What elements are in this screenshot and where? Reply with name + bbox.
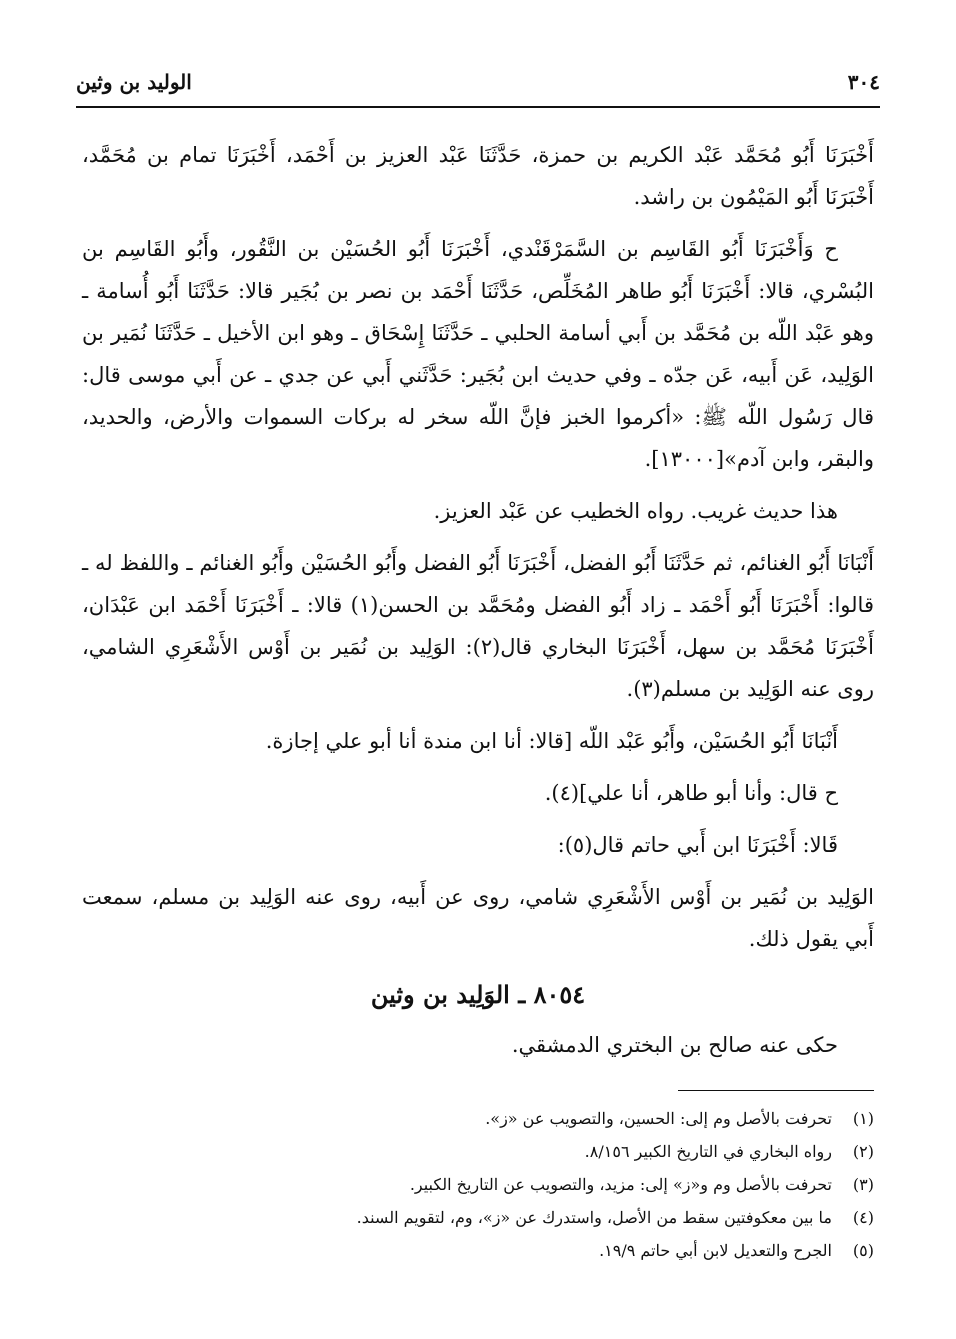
entry-title: ٨٠٥٤ ـ الوَلِيد بن وثين: [370, 980, 586, 1009]
footnote-number: (٤): [852, 1208, 874, 1227]
paragraph-1: أَخْبَرَنَا أَبُو مُحَمَّد عَبْد الكريم بن حمزة، حَدَّثَنَا عَبْد العزيز بن أَحْمَد، أَخْبَرَنَا تمام بن مُحَمَّد، أَخْبَرَنَا أَبُو المَيْمُون بن راشد.: [82, 143, 874, 209]
footnote-rule: [678, 1090, 874, 1091]
paragraph-8: الوَلِيد بن نُمَير بن أَوْس الأَشْعَرِي شامي، روى عن أَبيه، روى عنه الوَلِيد بن مسلم، سمعت أَبي يقول ذلك.: [82, 885, 874, 951]
footnote-number: (٥): [852, 1241, 874, 1260]
entry-text: حكى عنه صالح بن البختري الدمشقي.: [511, 1033, 838, 1057]
page-header: [76, 62, 880, 102]
footnote-text: ما بين معكوفتين سقط من الأصل، واستدرك عن «ز»، وم، لتقويم السند.: [356, 1208, 832, 1227]
paragraph-2: ح وَأَخْبَرَنَا أَبُو القَاسِم بن السَّمَرْقَنْدي، أَخْبَرَنَا أَبُو الحُسَيْن بن النَّقُور، وأَبُو القَاسِم بن البُسْري، قالا: أَخْبَرَنَا أَبُو طاهر المُخَلِّص، حَدَّثَنَا أَحْمَد بن نصر بن بُجَير قالا: حَدَّثَنَا أَبُو أُسامة ـ وهو عَبْد اللّه بن مُحَمَّد بن أَبي أسامة الحلبي ـ حَدَّثَنَا إِسْحَاق ـ وهو ابن الأخيل ـ حَدَّثَنَا نُمَير بن الوَلِيد، عَن أَبيه، عَن جدّه ـ وفي حديث ابن بُجَير: حَدَّثَني أَبي عن جدي ـ عن أَبي موسى قال: قال رَسُول اللّه ﷺ: «أكرموا الخبز فإنَّ اللّه سخر له بركات السموات والأرض، والحديد، والبقر، وابن آدم»[١٣٠٠٠].: [82, 237, 874, 471]
footnote-item: [82, 1135, 874, 1168]
footnote-item: [82, 1234, 874, 1267]
paragraph-4: أَنْبَانَا أَبُو الغنائم، ثم حَدَّثَنَا أَبُو الفضل، أَخْبَرَنَا أَبُو الفضل وأَبُو الحُسَيْن وأَبُو الغنائم ـ واللفظ له ـ قالوا: أَخْبَرَنَا أَبُو أَحْمَد ـ زاد أَبُو الفضل ومُحَمَّد بن الحسن(١) قالا: ـ أَخْبَرَنَا أَحْمَد ابن عَبْدَان، أَخْبَرَنَا مُحَمَّد بن سهل، أَخْبَرَنَا البخاري قال(٢): الوَلِيد بن نُمَير بن أَوْس الأَشْعَرِي الشامي، روى عنه الوَلِيد بن مسلم(٣).: [82, 551, 874, 701]
footnote-item: [82, 1102, 874, 1135]
footnote-text: الجرح والتعديل لابن أبي حاتم ١٩/٩.: [599, 1241, 832, 1260]
running-title: الوليد بن وثين: [76, 70, 192, 94]
paragraph-7: قَالا: أَخْبَرَنَا ابن أَبي حاتم قال(٥):: [557, 833, 838, 857]
footnote-text: تحرفت بالأصل وم إلى: الحسين، والتصويب عن «ز».: [485, 1109, 832, 1128]
page-number: ٣٠٤: [847, 70, 880, 94]
footnote-number: (١): [852, 1109, 874, 1128]
footnote-text: رواه البخاري في التاريخ الكبير ٨/١٥٦.: [584, 1142, 832, 1161]
footnote-item: [82, 1168, 874, 1201]
header-rule: [76, 106, 880, 108]
paragraph-6: ح قال: وأنا أبو طاهر، أنا علي](٤).: [544, 781, 838, 805]
footnotes: [82, 1102, 874, 1267]
footnote-number: (٢): [852, 1142, 874, 1161]
paragraph-5: أَنْبَانَا أَبُو الحُسَيْن، وأَبُو عَبْد اللّه [قالا: أنا ابن مندة أنا أبو علي إجازة.: [265, 729, 838, 753]
footnote-text: تحرفت بالأصل وم و«ز» إلى: مزيد، والتصويب عن التاريخ الكبير.: [409, 1175, 832, 1194]
main-text: [82, 134, 874, 1076]
paragraph-3: هذا حديث غريب. رواه الخطيب عن عَبْد العزيز.: [433, 499, 838, 523]
footnote-number: (٣): [852, 1175, 874, 1194]
footnote-item: [82, 1201, 874, 1234]
